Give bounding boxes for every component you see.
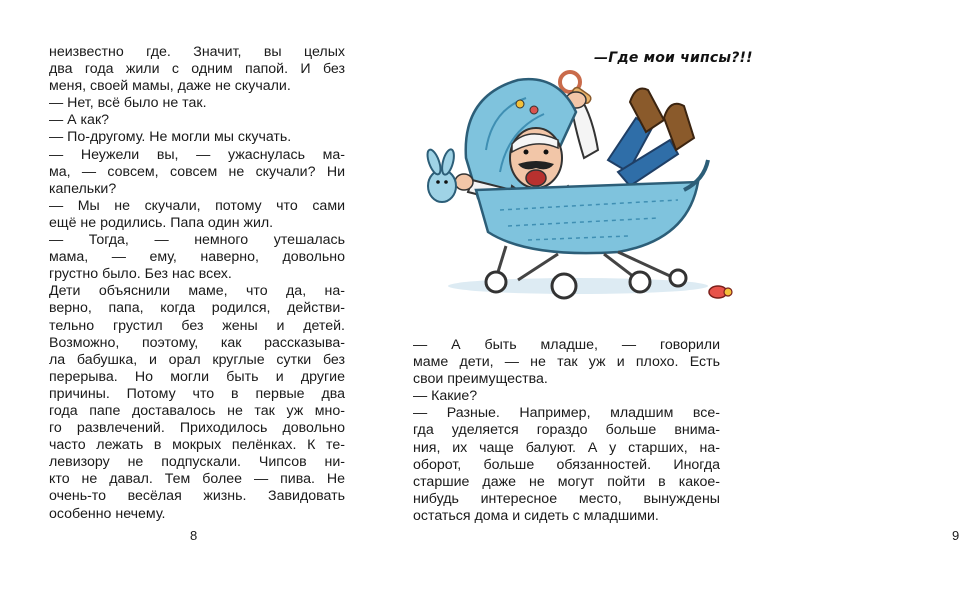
text-line: гда уделяется гораздо больше внима-	[413, 422, 720, 439]
text-line: — Тогда, — немного утешалась	[49, 232, 345, 249]
text-line: перерыва. Но могли быть и другие	[49, 368, 345, 385]
right-page-text	[413, 337, 720, 525]
page-number-right: 9	[952, 528, 959, 543]
man-face	[510, 128, 562, 188]
text-line: капельки?	[49, 180, 117, 197]
text-line: часто лежать в мокрых пелёнках. К те-	[49, 437, 345, 454]
text-line: особенно нечему.	[49, 505, 166, 522]
text-line: мама, — ему, наверно, довольно	[49, 249, 345, 266]
speech-bubble-text: —Где мои чипсы?!!	[594, 50, 753, 66]
text-line: — Какие?	[413, 388, 478, 405]
text-line: нибудь интересное место, вынуждены	[413, 490, 720, 507]
text-line: Возможно, поэтому, как рассказыва-	[49, 334, 345, 351]
text-line: очень-то весёлая жизнь. Завидовать	[49, 488, 345, 505]
text-line: два года жили с одним папой. И без	[49, 61, 345, 78]
text-line: меня, своей мамы, даже не скучали.	[49, 78, 291, 95]
text-line: ещё не родились. Папа один жил.	[49, 214, 274, 231]
left-hand	[455, 174, 473, 190]
pacifier	[709, 286, 732, 298]
text-line: Дети объяснили маме, что да, на-	[49, 283, 345, 300]
text-line: тельно грустил без жены и детей.	[49, 317, 345, 334]
text-line: неизвестно где. Значит, вы целых	[49, 44, 345, 60]
stroller-basket	[476, 182, 698, 253]
text-line: свои преимущества.	[413, 371, 548, 388]
text-line: — Нет, всё было не так.	[49, 95, 207, 112]
text-line: старшие даже не могут пойти в какое-	[413, 473, 720, 490]
text-line: ла бабушка, и орал круглые сутки без	[49, 351, 345, 368]
left-page	[0, 0, 384, 594]
text-line: — По-другому. Не могли мы скучать.	[49, 129, 292, 146]
left-page-text	[49, 44, 345, 523]
text-line: ния, их чаще балуют. А у старших, на-	[413, 439, 720, 456]
text-line: верно, папа, когда родился, действи-	[49, 300, 345, 317]
text-line: причины. Потому что в первые два	[49, 385, 345, 402]
text-line: — Неужели вы, — ужаснулась ма-	[49, 146, 345, 163]
text-line: оборот, больше обязанностей. Иногда	[413, 456, 720, 473]
page-number-left: 8	[190, 528, 198, 543]
text-line: грустно было. Без нас всех.	[49, 266, 232, 283]
text-line: — Разные. Например, младшим все-	[413, 405, 720, 422]
text-line: — А как?	[49, 112, 110, 129]
text-line: остаться дома и сидеть с младшими.	[413, 507, 659, 524]
text-line: левизору не подпускали. Чипсов ни-	[49, 454, 345, 471]
text-line: — Мы не скучали, потому что сами	[49, 197, 345, 214]
text-line: — А быть младше, — говорили	[413, 337, 720, 353]
text-line: кто не давал. Тем более — пива. Не	[49, 471, 345, 488]
text-line: го развлечений. Приходилось довольно	[49, 420, 345, 437]
text-line: маме дети, — не так уж и плохо. Есть	[413, 354, 720, 371]
text-line: года папе доставалось не так уж мно-	[49, 402, 345, 419]
bunny-toy	[425, 148, 456, 202]
stroller-illustration	[408, 40, 748, 315]
text-line: ма, — совсем, совсем не скучали? Ни	[49, 163, 345, 180]
